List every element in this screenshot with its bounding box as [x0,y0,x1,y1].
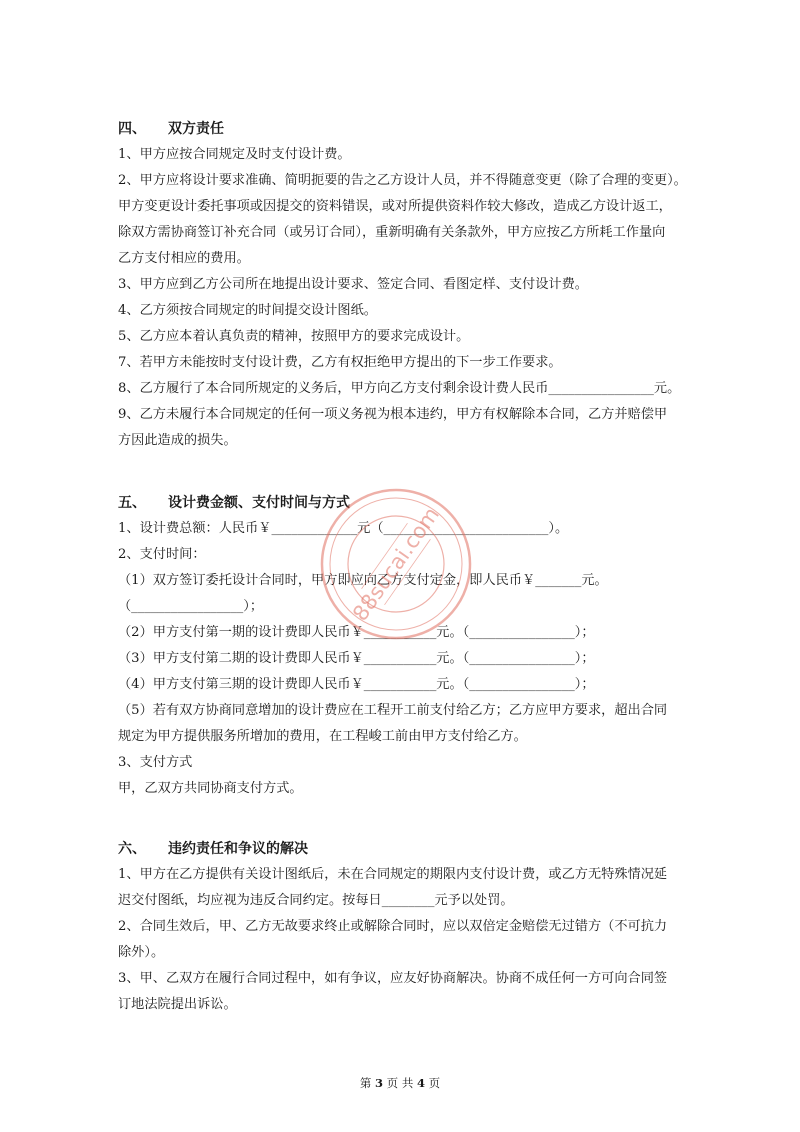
section-6-title [118,836,692,862]
paragraph-line: 1、甲方应按合同规定及时支付设计费。 [118,147,351,162]
paragraph-line: （5）若有双方协商同意增加的设计费应在工程开工前支付给乙方；乙方应甲方要求，超出合同 [118,703,668,718]
paragraph-line: 3、甲、乙双方在履行合同过程中，如有争议，应友好协商解决。协商不成任何一方可向合同签 [118,971,668,986]
paragraph-line: 除双方需协商签订补充合同（或另订合同），重新明确有关条款外，甲方应按乙方所耗工作量向 [118,225,666,240]
paragraph-line: （4）甲方支付第三期的设计费即人民币￥___________元。（________________）； [118,677,595,692]
paragraph-line: 2、合同生效后，甲、乙方无故要求终止或解除合同时，应以双倍定金赔偿无过错方（不可抗力 [118,919,668,934]
paragraph-line: 2、支付时间： [118,547,206,562]
section-5-number: 五、 [118,495,146,511]
footer-current-page: 3 [375,1076,384,1090]
footer-prefix: 第 [359,1076,372,1090]
paragraph-line: （1）双方签订委托设计合同时，甲方即应向乙方支付定金，即人民币￥_______元。 [118,573,608,588]
paragraph-line: 3、甲方应到乙方公司所在地提出设计要求、签定合同、看图定样、支付设计费。 [118,277,588,292]
paragraph-line: （3）甲方支付第二期的设计费即人民币￥___________元。（________________）； [118,651,595,666]
page-footer [0,1075,800,1091]
paragraph-line: 9、乙方未履行本合同规定的任何一项义务视为根本违约，甲方有权解除本合同，乙方并赔偿甲 [118,407,668,422]
paragraph-line: 订地法院提出诉讼。 [118,997,237,1012]
section-4-title [118,116,692,142]
footer-mid: 页 共 [386,1076,414,1090]
footer-total-pages: 4 [416,1076,425,1090]
section-6-heading: 违约责任和争议的解决 [168,841,308,857]
paragraph-line: 除外）。 [118,945,165,960]
paragraph-line: 迟交付图纸，均应视为违反合同约定。按每日________元予以处罚。 [118,893,514,908]
paragraph-line: （_________________）； [118,599,264,614]
section-4-number: 四、 [118,121,146,137]
paragraph-line: 乙方支付相应的费用。 [118,251,250,266]
paragraph-line: 3、支付方式 [118,755,193,770]
footer-suffix: 页 [428,1076,441,1090]
section-gap [118,802,692,836]
paragraph-line: 1、设计费总额：人民币￥_____________元（_________________________）。 [118,521,569,536]
paragraph-line: 甲，乙双方共同协商支付方式。 [118,781,303,796]
section-4-heading: 双方责任 [168,121,224,137]
paragraph-line: 7、若甲方未能按时支付设计费，乙方有权拒绝甲方提出的下一步工作要求。 [118,355,562,370]
paragraph-line: （2）甲方支付第一期的设计费即人民币￥___________元。（________________）； [118,625,595,640]
paragraph-line: 规定为甲方提供服务所增加的费用，在工程峻工前由甲方支付给乙方。 [118,729,527,744]
paragraph-line: 2、甲方应将设计要求准确、简明扼要的告之乙方设计人员，并不得随意变更（除了合理的变更）。 [118,173,687,188]
paragraph-line: 甲方变更设计委托事项或因提交的资料错误，或对所提供资料作较大修改，造成乙方设计返工， [118,199,672,214]
watermark-stamp-icon [316,484,476,644]
paragraph-line: 方因此造成的损失。 [118,433,237,448]
watermark-text: 88sucai.com [348,502,444,626]
section-5-heading: 设计费金额、支付时间与方式 [168,495,350,511]
paragraph-line: 8、乙方履行了本合同所规定的义务后，甲方向乙方支付剩余设计费人民币________________元。 [118,381,681,396]
paragraph-line: 1、甲方在乙方提供有关设计图纸后，未在合同规定的期限内支付设计费，或乙方无特殊情况延 [118,867,668,882]
paragraph-line: 5、乙方应本着认真负责的精神，按照甲方的要求完成设计。 [118,329,470,344]
section-6-number: 六、 [118,841,146,857]
paragraph-line: 4、乙方须按合同规定的时间提交设计图纸。 [118,303,377,318]
